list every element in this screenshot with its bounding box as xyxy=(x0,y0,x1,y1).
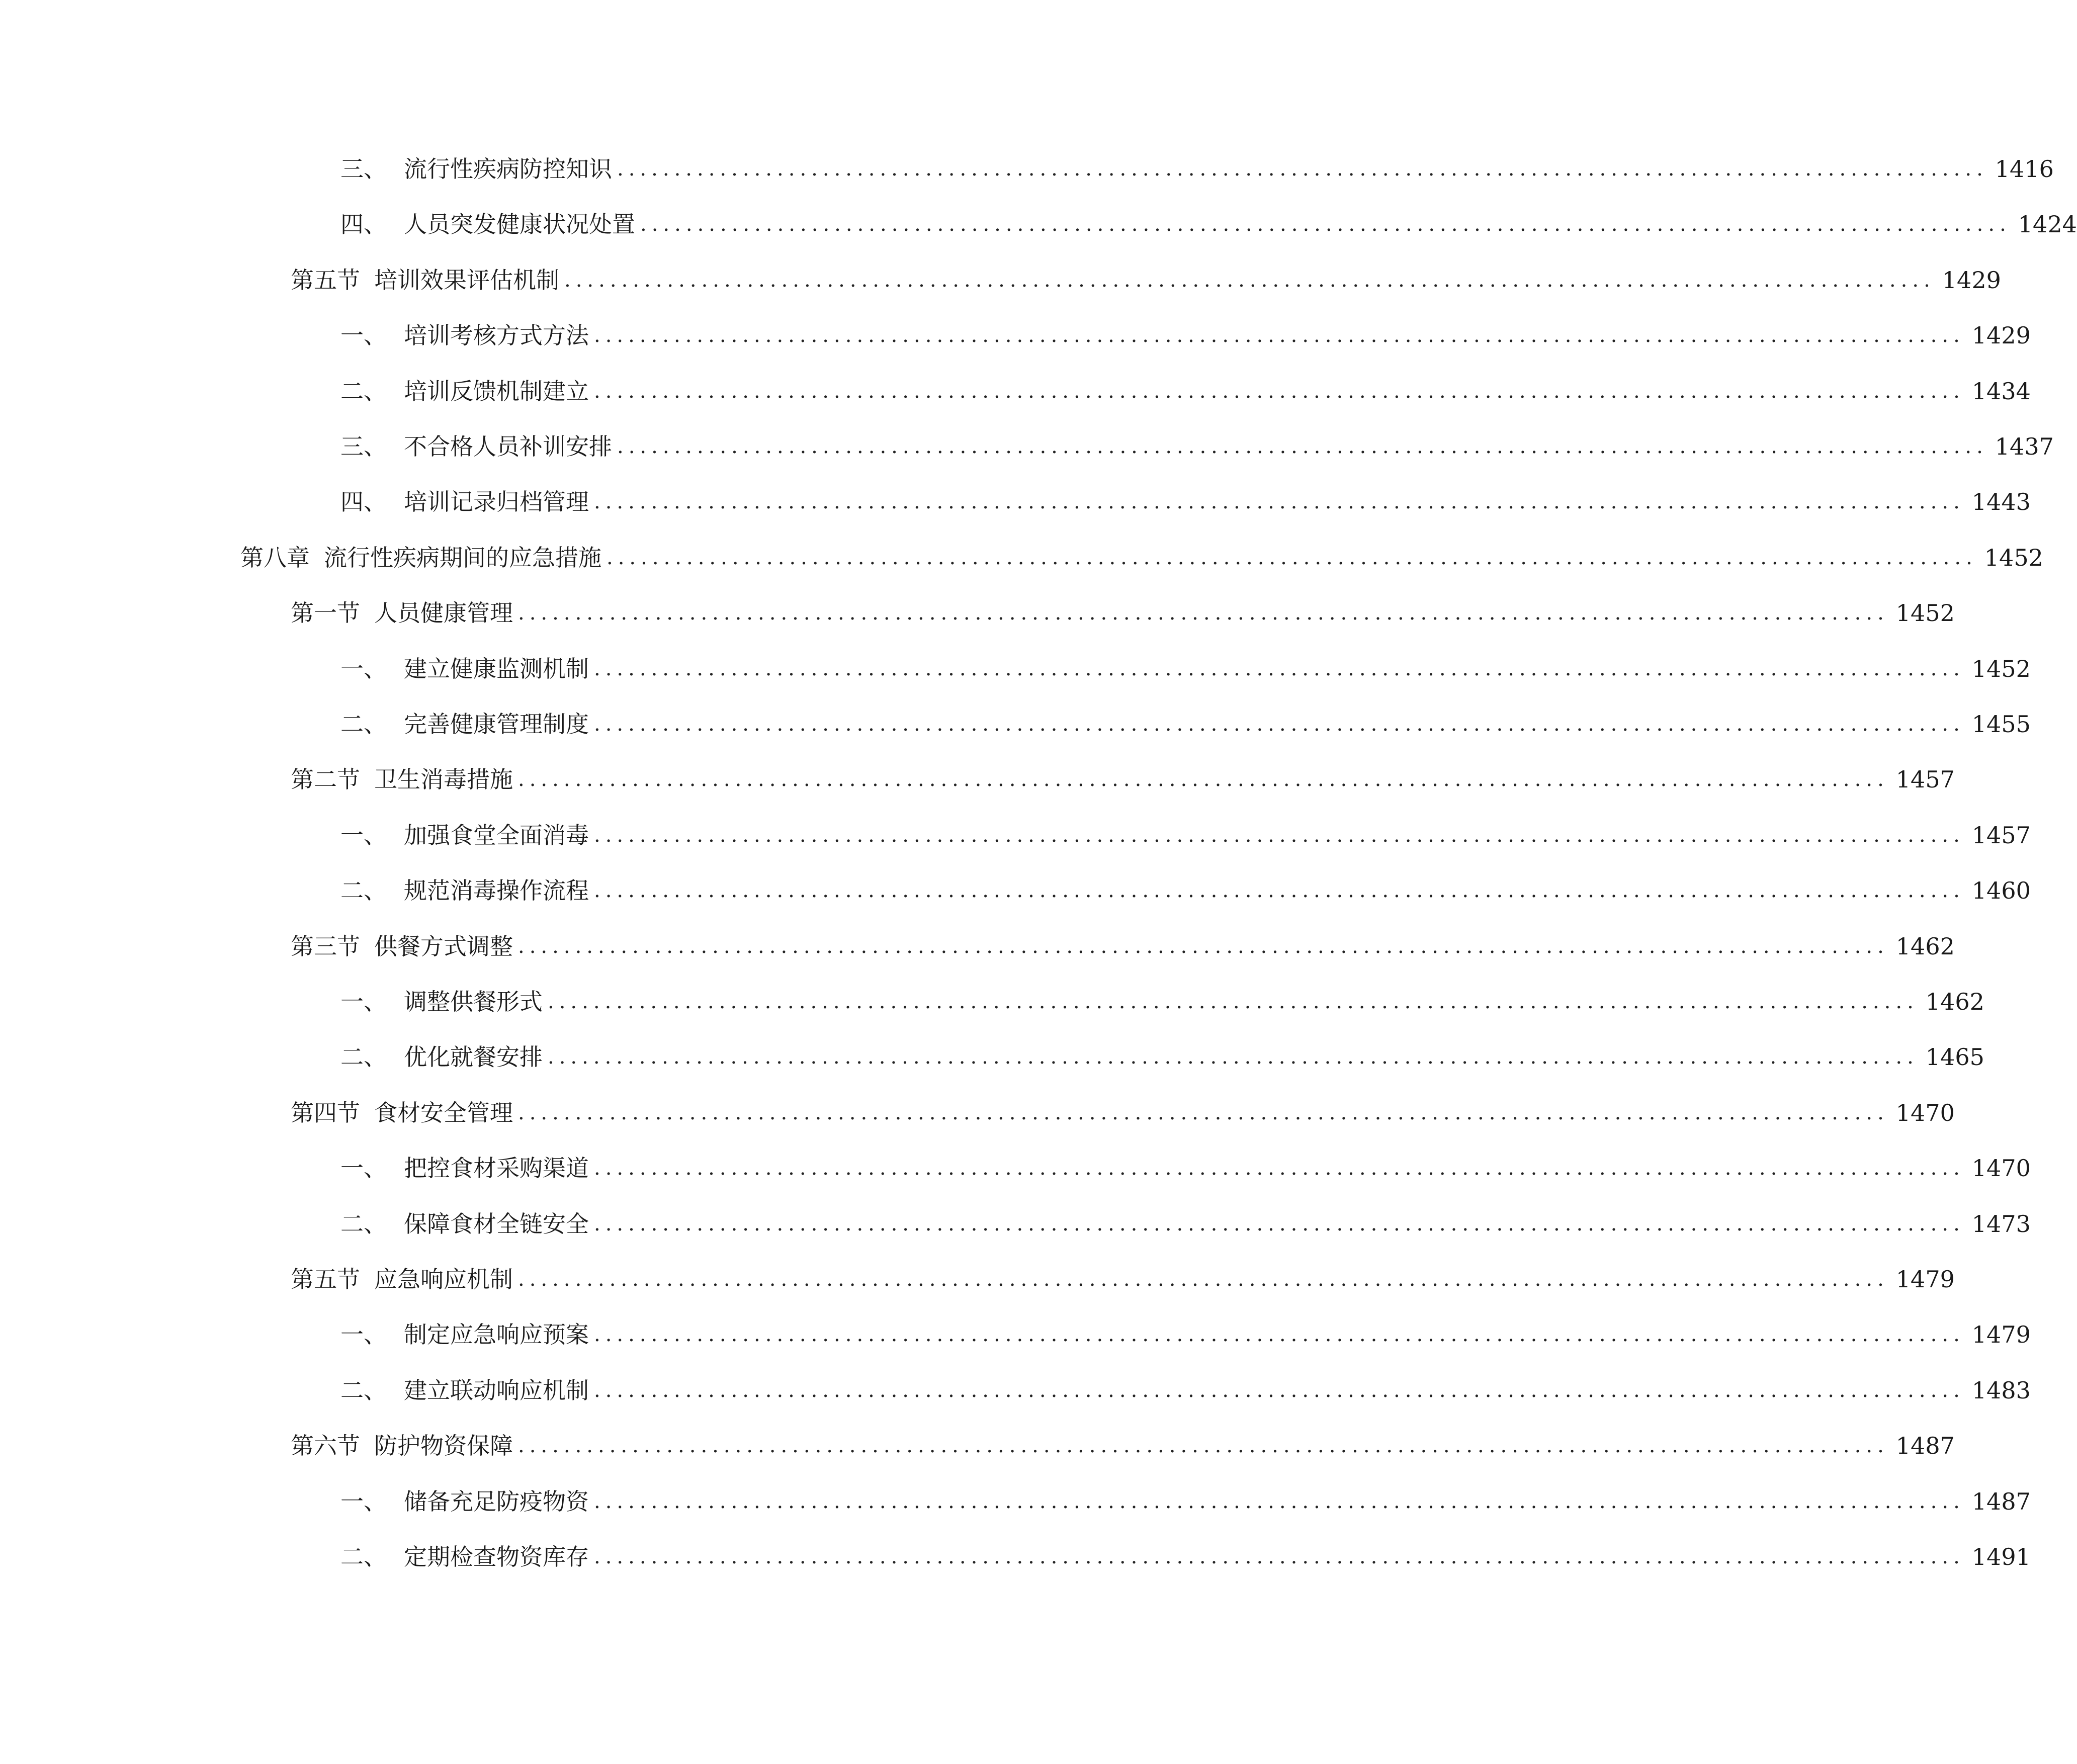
toc-entry[interactable] xyxy=(340,651,2031,687)
toc-entry[interactable] xyxy=(291,1261,1955,1297)
toc-entry-label xyxy=(340,428,612,465)
toc-entry-label xyxy=(291,928,513,964)
toc-entry-title: 食材安全管理 xyxy=(374,1099,513,1126)
toc-entry-page-number: 1443 xyxy=(1971,488,2031,515)
toc-entry[interactable] xyxy=(340,1206,2031,1242)
toc-entry[interactable] xyxy=(291,262,2001,298)
toc-entry-title: 优化就餐安排 xyxy=(404,1043,543,1071)
toc-entry-page-number: 1487 xyxy=(1971,1488,2031,1515)
toc-entry-page-number: 1416 xyxy=(1995,155,2054,183)
dot-leader: ........................................................................................................................ xyxy=(594,490,1965,513)
toc-entry-label xyxy=(340,817,589,853)
dot-leader: ........................................................................................................................ xyxy=(518,1101,1889,1124)
toc-entry-label xyxy=(340,1539,589,1575)
toc-entry-page-number: 1452 xyxy=(1895,599,1955,627)
toc-entry-title: 应急响应机制 xyxy=(374,1266,513,1293)
dot-leader: ........................................................................................................................ xyxy=(518,1268,1889,1291)
toc-entry-page-number: 1479 xyxy=(1971,1321,2031,1348)
toc-entry-title: 定期检查物资库存 xyxy=(404,1543,589,1570)
dot-leader: ........................................................................................................................ xyxy=(594,879,1965,902)
toc-entry-label xyxy=(340,706,589,742)
toc-entry-number: 一、 xyxy=(340,655,387,682)
toc-entry-label xyxy=(291,262,559,298)
toc-entry-title: 把控食材采购渠道 xyxy=(404,1155,589,1182)
toc-entry-label xyxy=(240,540,601,576)
dot-leader: ........................................................................................................................ xyxy=(548,1045,1919,1069)
toc-entry-number: 三、 xyxy=(340,155,387,183)
toc-entry-title: 卫生消毒措施 xyxy=(374,766,513,793)
toc-entry[interactable] xyxy=(340,1316,2031,1353)
toc-entry-number: 二、 xyxy=(340,877,387,904)
toc-entry-title: 培训反馈机制建立 xyxy=(404,378,589,405)
toc-entry-title: 调整供餐形式 xyxy=(404,988,543,1015)
toc-entry-title: 完善健康管理制度 xyxy=(404,711,589,738)
toc-entry-title: 保障食材全链安全 xyxy=(404,1210,589,1238)
toc-entry-title: 制定应急响应预案 xyxy=(404,1321,589,1348)
toc-entry-number: 第六节 xyxy=(291,1432,360,1459)
toc-entry-page-number: 1452 xyxy=(1971,655,2031,682)
dot-leader: ........................................................................................................................ xyxy=(594,324,1965,347)
toc-entry-number: 四、 xyxy=(340,488,387,515)
dot-leader: ........................................................................................................................ xyxy=(594,657,1965,680)
toc-entry-label xyxy=(340,317,589,354)
toc-entry[interactable] xyxy=(340,1039,1984,1075)
toc-entry-label xyxy=(340,1206,589,1242)
toc-entry-page-number: 1479 xyxy=(1895,1266,1955,1293)
toc-entry[interactable] xyxy=(340,484,2031,520)
toc-entry[interactable] xyxy=(340,206,2077,242)
toc-entry-page-number: 1491 xyxy=(1971,1543,2031,1570)
toc-entry-page-number: 1457 xyxy=(1895,766,1955,793)
toc-entry-label xyxy=(340,151,612,187)
dot-leader: ........................................................................................................................ xyxy=(594,1212,1965,1236)
toc-entry-number: 三、 xyxy=(340,433,387,460)
toc-entry-number: 第八章 xyxy=(240,544,310,571)
toc-entry-number: 一、 xyxy=(340,322,387,349)
toc-entry[interactable] xyxy=(340,151,2054,187)
toc-entry-title: 供餐方式调整 xyxy=(374,933,513,960)
toc-entry-number: 一、 xyxy=(340,988,387,1015)
toc-entry-title: 防护物资保障 xyxy=(374,1432,513,1459)
toc-entry-page-number: 1434 xyxy=(1971,378,2031,405)
toc-entry[interactable] xyxy=(340,984,1984,1020)
toc-entry-label xyxy=(340,484,589,520)
toc-entry-page-number: 1470 xyxy=(1971,1155,2031,1182)
toc-entry-number: 一、 xyxy=(340,822,387,849)
toc-entry-label xyxy=(291,1261,513,1297)
dot-leader: ........................................................................................................................ xyxy=(594,1157,1965,1180)
toc-entry-number: 二、 xyxy=(340,711,387,738)
toc-entry[interactable] xyxy=(340,872,2031,909)
toc-entry-page-number: 1455 xyxy=(1971,711,2031,738)
dot-leader: ........................................................................................................................ xyxy=(594,713,1965,736)
toc-entry-page-number: 1429 xyxy=(1971,322,2031,349)
toc-entry-title: 建立联动响应机制 xyxy=(404,1377,589,1404)
toc-entry[interactable] xyxy=(291,1428,1955,1464)
toc-entry-label xyxy=(340,1372,589,1408)
toc-entry-number: 二、 xyxy=(340,1543,387,1570)
toc-entry-title: 培训考核方式方法 xyxy=(404,322,589,349)
toc-entry-label xyxy=(340,1483,589,1520)
toc-entry-title: 人员突发健康状况处置 xyxy=(404,211,635,238)
toc-entry[interactable] xyxy=(291,761,1955,798)
toc-entry[interactable] xyxy=(340,428,2054,465)
toc-entry-label xyxy=(291,1428,513,1464)
toc-entry-number: 第一节 xyxy=(291,599,360,627)
toc-entry-label xyxy=(340,1039,543,1075)
dot-leader: ........................................................................................................................ xyxy=(518,601,1889,625)
toc-entry-number: 二、 xyxy=(340,1043,387,1071)
dot-leader: ........................................................................................................................ xyxy=(594,1379,1965,1402)
toc-entry-page-number: 1470 xyxy=(1895,1099,1955,1126)
dot-leader: ........................................................................................................................ xyxy=(617,157,1988,181)
toc-entry-label xyxy=(340,1316,589,1353)
dot-leader: ........................................................................................................................ xyxy=(594,1545,1965,1568)
toc-entry-number: 四、 xyxy=(340,211,387,238)
dot-leader: ........................................................................................................................ xyxy=(548,990,1919,1013)
toc-entry-page-number: 1424 xyxy=(2018,211,2077,238)
dot-leader: ........................................................................................................................ xyxy=(617,435,1988,458)
toc-entry-page-number: 1437 xyxy=(1995,433,2054,460)
toc-entry-page-number: 1462 xyxy=(1925,988,1984,1015)
toc-entry[interactable] xyxy=(340,1372,2031,1408)
toc-entry[interactable] xyxy=(240,540,2043,576)
toc-entry-number: 二、 xyxy=(340,1377,387,1404)
toc-entry[interactable] xyxy=(291,1095,1955,1131)
toc-entry-label xyxy=(291,1095,513,1131)
toc-entry[interactable] xyxy=(340,1150,2031,1186)
toc-entry[interactable] xyxy=(291,595,1955,631)
dot-leader: ........................................................................................................................ xyxy=(594,1323,1965,1346)
toc-entry-number: 第四节 xyxy=(291,1099,360,1126)
toc-entry-title: 建立健康监测机制 xyxy=(404,655,589,682)
toc-entry-label xyxy=(291,595,513,631)
toc-entry-label xyxy=(340,1150,589,1186)
toc-entry[interactable] xyxy=(340,317,2031,354)
toc-entry-number: 第五节 xyxy=(291,1266,360,1293)
toc-entry-label xyxy=(340,373,589,409)
toc-entry-number: 第二节 xyxy=(291,766,360,793)
toc-entry-number: 一、 xyxy=(340,1155,387,1182)
toc-entry-label xyxy=(340,984,543,1020)
dot-leader: ........................................................................................................................ xyxy=(594,380,1965,403)
toc-entry-page-number: 1452 xyxy=(1984,544,2043,571)
toc-entry-number: 一、 xyxy=(340,1321,387,1348)
toc-entry[interactable] xyxy=(340,1539,2031,1575)
dot-leader: ........................................................................................................................ xyxy=(518,935,1889,958)
toc-entry-title: 人员健康管理 xyxy=(374,599,513,627)
toc-entry[interactable] xyxy=(340,373,2031,409)
toc-entry-title: 加强食堂全面消毒 xyxy=(404,822,589,849)
toc-entry-page-number: 1462 xyxy=(1895,933,1955,960)
toc-entry[interactable] xyxy=(340,817,2031,853)
dot-leader: ........................................................................................................................ xyxy=(594,1490,1965,1513)
toc-entry-title: 储备充足防疫物资 xyxy=(404,1488,589,1515)
toc-entry[interactable] xyxy=(340,1483,2031,1520)
toc-entry-title: 培训记录归档管理 xyxy=(404,488,589,515)
toc-entry[interactable] xyxy=(291,928,1955,964)
toc-entry-title: 规范消毒操作流程 xyxy=(404,877,589,904)
toc-entry-label xyxy=(340,651,589,687)
toc-entry-number: 二、 xyxy=(340,378,387,405)
toc-entry-title: 不合格人员补训安排 xyxy=(404,433,612,460)
dot-leader: ........................................................................................................................ xyxy=(594,824,1965,847)
toc-entry-page-number: 1473 xyxy=(1971,1210,2031,1238)
toc-entry-page-number: 1460 xyxy=(1971,877,2031,904)
toc-entry-label xyxy=(291,761,513,798)
toc-entry[interactable] xyxy=(340,706,2031,742)
toc-entry-number: 一、 xyxy=(340,1488,387,1515)
dot-leader: ........................................................................................................................ xyxy=(640,213,2011,236)
toc-entry-label xyxy=(340,206,635,242)
toc-entry-number: 第五节 xyxy=(291,267,360,294)
toc-entry-page-number: 1457 xyxy=(1971,822,2031,849)
toc-entry-page-number: 1483 xyxy=(1971,1377,2031,1404)
toc-entry-page-number: 1429 xyxy=(1942,267,2001,294)
toc-entry-title: 流行性疾病防控知识 xyxy=(404,155,612,183)
toc-entry-page-number: 1487 xyxy=(1895,1432,1955,1459)
toc-entry-number: 二、 xyxy=(340,1210,387,1238)
toc-entry-title: 培训效果评估机制 xyxy=(374,267,559,294)
dot-leader: ........................................................................................................................ xyxy=(518,768,1889,791)
dot-leader: ........................................................................................................................ xyxy=(564,269,1935,292)
toc-entry-page-number: 1465 xyxy=(1925,1043,1984,1071)
toc-entry-label xyxy=(340,872,589,909)
toc-entry-number: 第三节 xyxy=(291,933,360,960)
toc-entry-title: 流行性疾病期间的应急措施 xyxy=(324,544,601,571)
dot-leader: ........................................................................................................................ xyxy=(518,1434,1889,1457)
dot-leader: ........................................................................................................................ xyxy=(607,546,1977,569)
